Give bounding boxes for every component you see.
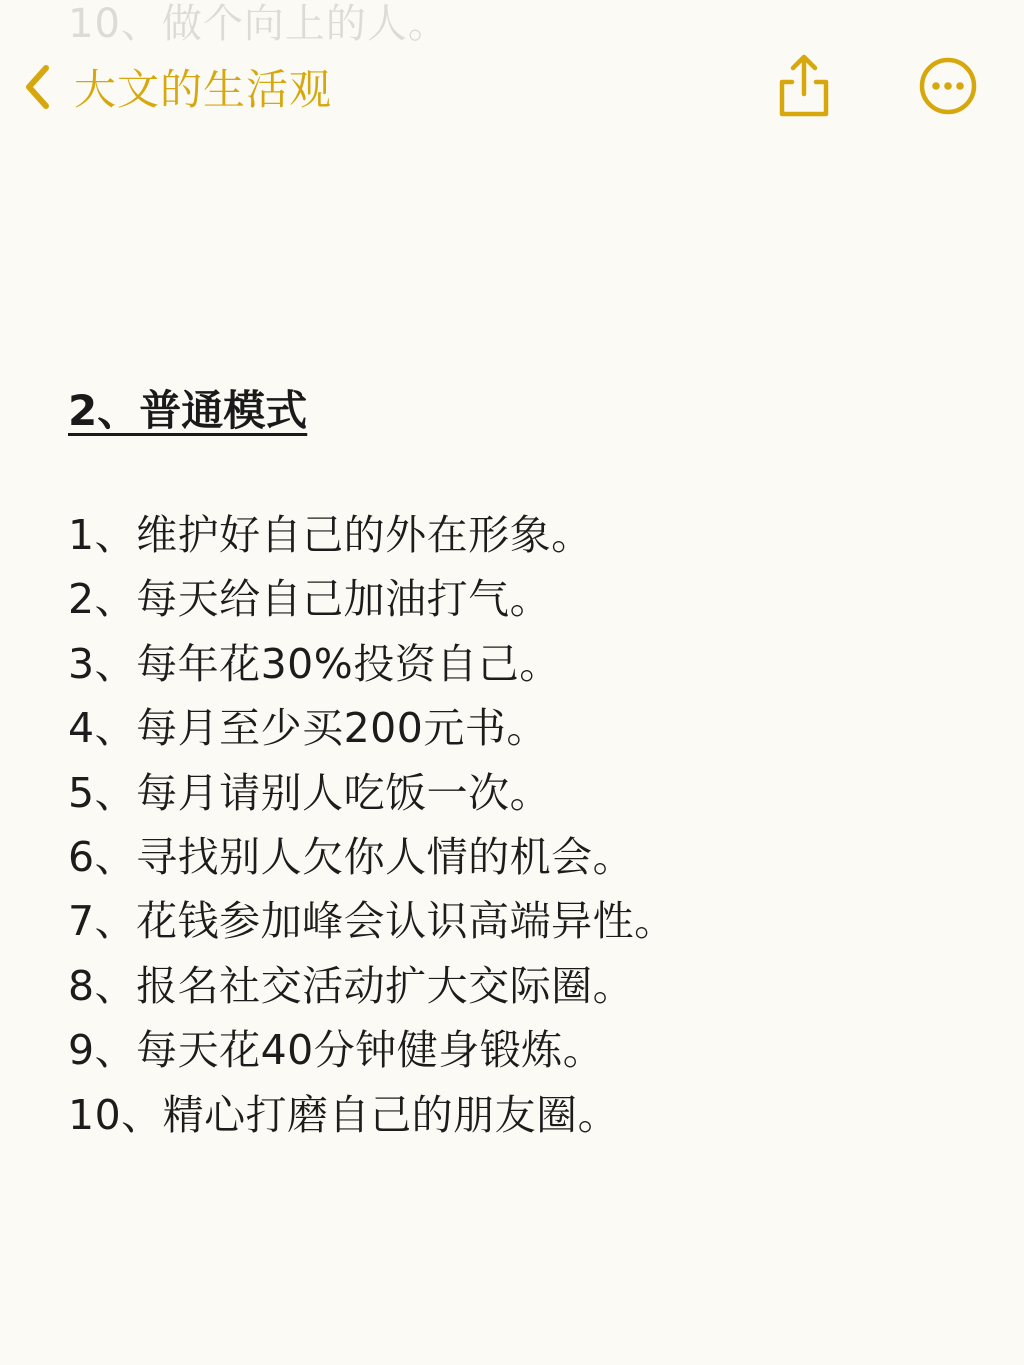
- more-button[interactable]: [918, 56, 978, 116]
- list-item: 4、每月至少买200元书。: [68, 704, 548, 753]
- list-item: 6、寻找别人欠你人情的机会。: [68, 832, 635, 881]
- back-button[interactable]: [22, 54, 332, 120]
- section-heading: 2、普通模式: [68, 386, 308, 435]
- list-item: 7、花钱参加峰会认识高端异性。: [68, 897, 676, 946]
- list-item: 8、报名社交活动扩大交际圈。: [68, 961, 635, 1010]
- share-icon: [772, 50, 836, 122]
- share-button[interactable]: [772, 50, 836, 122]
- previous-note-line: 10、做个向上的人。: [68, 1, 449, 47]
- back-label: 大文的生活观: [74, 65, 333, 114]
- list-item: 9、每天花40分钟健身锻炼。: [68, 1026, 605, 1075]
- ellipsis-circle-icon: [918, 56, 978, 116]
- note-list: [68, 503, 676, 1147]
- list-item: 10、精心打磨自己的朋友圈。: [68, 1090, 620, 1139]
- list-item: 3、每年花30%投资自己。: [68, 639, 561, 688]
- chevron-left-icon: [22, 62, 52, 112]
- list-item: 5、每月请别人吃饭一次。: [68, 768, 552, 817]
- list-item: 1、维护好自己的外在形象。: [68, 511, 593, 559]
- navigation-bar: [0, 50, 1024, 126]
- list-item: 2、每天给自己加油打气。: [68, 575, 552, 624]
